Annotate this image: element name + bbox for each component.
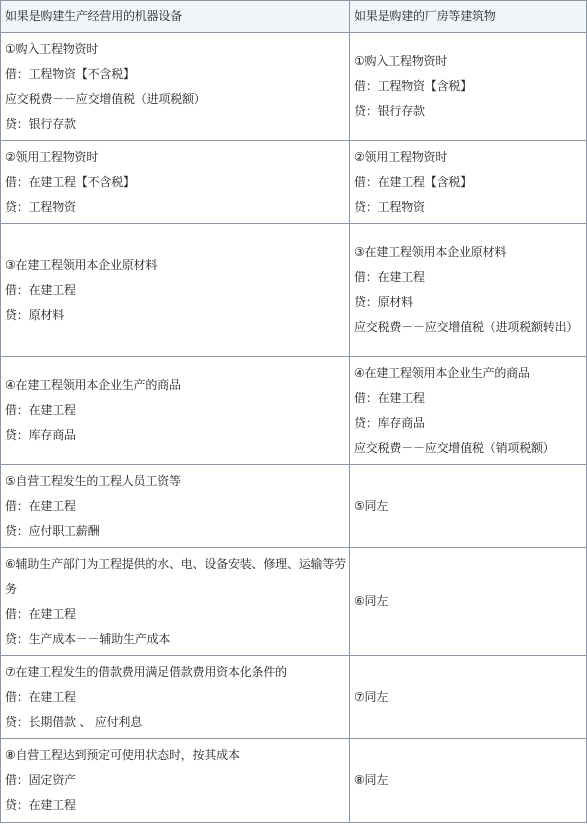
- entry-line: 借：在建工程: [5, 689, 76, 704]
- entry-line: 借：在建工程: [5, 282, 76, 297]
- entry-line: 贷：库存商品: [354, 415, 425, 430]
- entry-line: 借：在建工程: [354, 390, 425, 405]
- entry-line: 借：工程物资【不含税】: [5, 66, 135, 81]
- entry-line: ⑦同左: [354, 689, 389, 704]
- table-row-2: [1, 141, 586, 224]
- cell-buildings: [350, 656, 586, 739]
- entry-line: 贷：工程物资: [354, 199, 425, 214]
- entry-line: 贷：工程物资: [5, 199, 76, 214]
- entry-line: ⑥同左: [354, 594, 389, 608]
- entry-line: ③在建工程领用本企业原材料: [354, 245, 507, 259]
- cell-machinery: [1, 656, 350, 739]
- table-row-5: [1, 465, 586, 548]
- cell-buildings: [350, 548, 586, 656]
- cell-machinery: [1, 357, 350, 465]
- table-row-4: [1, 357, 586, 465]
- table-row-7: [1, 656, 586, 739]
- entry-line: ⑧自营工程达到预定可使用状态时，按其成本: [5, 748, 240, 762]
- entry-line: ⑤自营工程发生的工程人员工资等: [5, 473, 181, 488]
- entry-line: ⑥辅助生产部门为工程提供的水、电、设备安装、修理、运输等劳务: [5, 556, 346, 596]
- cell-buildings: [350, 33, 586, 141]
- entry-line: 贷：银行存款: [5, 116, 76, 131]
- entry-line: ①购入工程物资时: [354, 54, 448, 68]
- entry-line: 贷：银行存款: [354, 104, 425, 118]
- cell-buildings: [350, 141, 586, 224]
- entry-line: ⑧同左: [354, 773, 389, 787]
- entry-line: ①购入工程物资时: [5, 41, 99, 56]
- cell-buildings: [350, 739, 586, 822]
- entry-line: 借：在建工程: [5, 606, 76, 621]
- table-header-row: [1, 1, 586, 33]
- cell-machinery: [1, 141, 350, 224]
- entry-line: 借：在建工程【不含税】: [5, 174, 135, 189]
- cell-machinery: [1, 739, 350, 822]
- cell-buildings: [350, 465, 586, 548]
- entry-line: 应交税费－－应交增值税（销项税额）: [354, 440, 555, 455]
- entry-line: 借：固定资产: [5, 773, 76, 787]
- entry-line: 借：在建工程: [354, 270, 425, 284]
- entry-line: ④在建工程领用本企业生产的商品: [354, 365, 530, 380]
- entry-line: ③在建工程领用本企业原材料: [5, 257, 158, 272]
- cell-buildings: [350, 224, 586, 357]
- entry-line: 贷：生产成本－－辅助生产成本: [5, 631, 171, 646]
- cell-machinery: [1, 224, 350, 357]
- entry-line: ②领用工程物资时: [5, 149, 99, 164]
- entry-line: 贷：库存商品: [5, 428, 76, 442]
- cell-buildings: [350, 357, 586, 465]
- entry-line: 借：在建工程【含税】: [354, 174, 473, 189]
- entry-line: 贷：长期借款 、 应付利息: [5, 714, 143, 729]
- entry-line: 应交税费－－应交增值税（进项税额）: [5, 91, 206, 106]
- entry-line: ⑤同左: [354, 498, 389, 513]
- header-machinery: 如果是购建生产经营用的机器设备: [1, 1, 350, 33]
- header-buildings: 如果是购建的厂房等建筑物: [350, 1, 586, 33]
- table-row-8: [1, 739, 586, 822]
- table-row-6: [1, 548, 586, 656]
- cell-machinery: [1, 465, 350, 548]
- cell-machinery: [1, 548, 350, 656]
- entry-line: 借：在建工程: [5, 498, 76, 513]
- cell-machinery: [1, 33, 350, 141]
- entry-line: ②领用工程物资时: [354, 149, 448, 164]
- entry-line: 借：工程物资【含税】: [354, 79, 473, 93]
- entry-line: 借：在建工程: [5, 403, 76, 417]
- entry-line: 贷：原材料: [5, 307, 65, 322]
- entry-line: 应交税费－－应交增值税（进项税额转出）: [354, 320, 579, 334]
- entry-line: ⑦在建工程发生的借款费用满足借款费用资本化条件的: [5, 664, 287, 679]
- table-row-3: [1, 224, 586, 357]
- table-row-1: [1, 33, 586, 141]
- entry-line: ④在建工程领用本企业生产的商品: [5, 378, 181, 392]
- entry-line: 贷：在建工程: [5, 798, 76, 812]
- entry-line: 贷：应付职工薪酬: [5, 523, 100, 538]
- entry-line: 贷：原材料: [354, 295, 414, 309]
